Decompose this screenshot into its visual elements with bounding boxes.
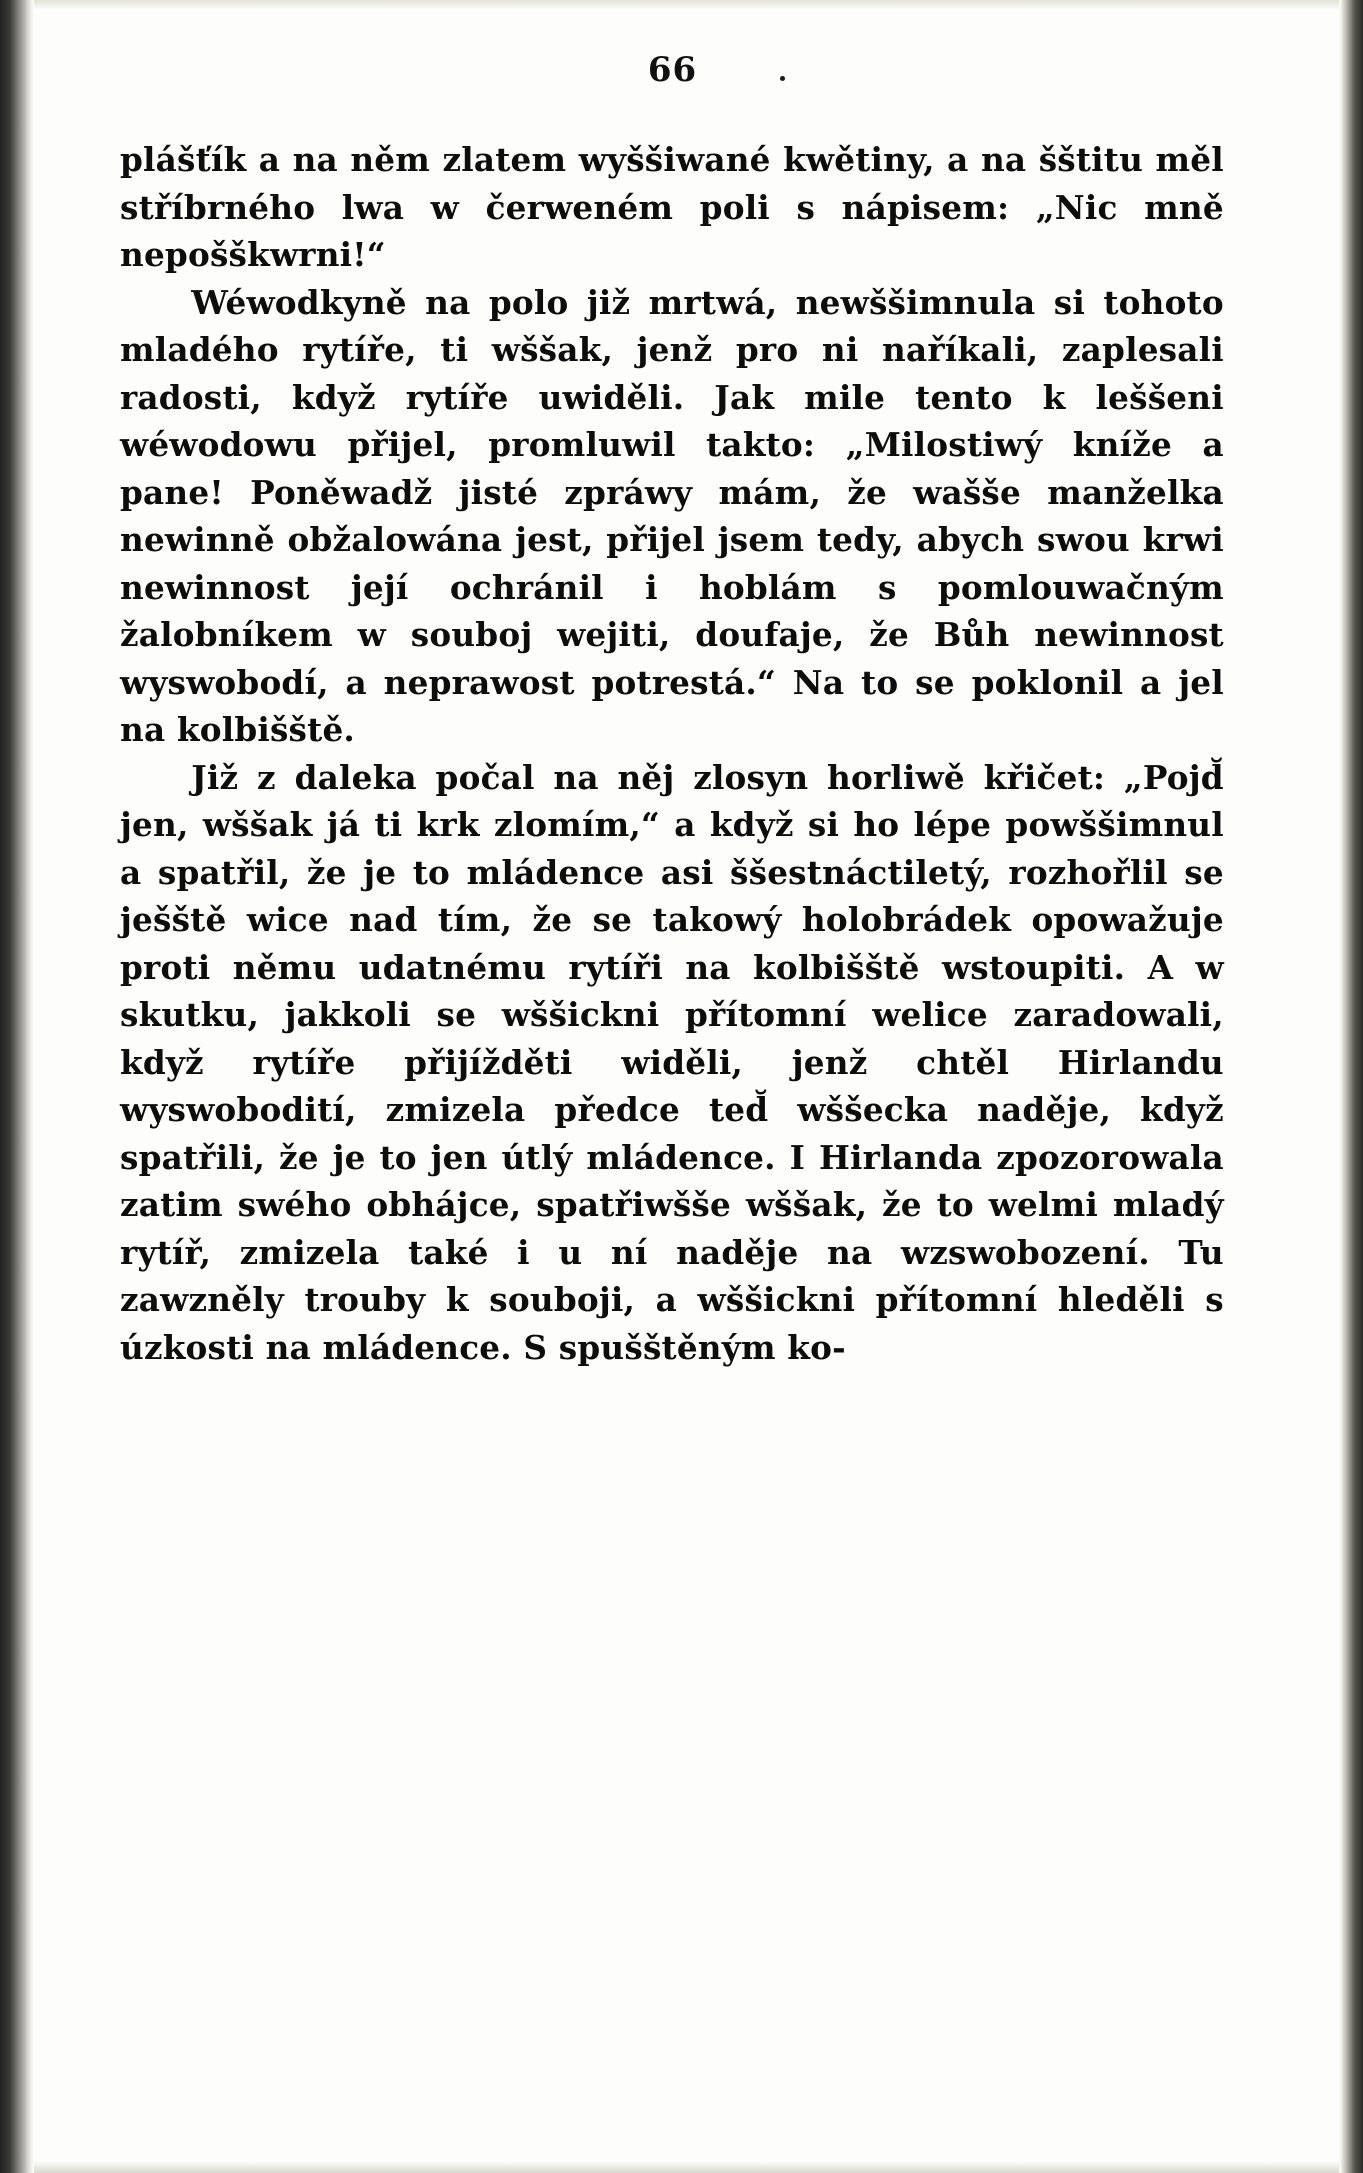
paragraph-2: Wéwodkyně na polo již mrtwá, newššimnula si tohoto mladého rytíře, ti wššak, jenž pro ni naříkali, zaplesali radosti, když rytíře uwiděli. Jak mile tento k leššeni wéwodowu přijel, promluwil takto: „Milostiwý kníže a pane! Poněwadž jisté zpráwy mám, že wašše manželka newinně obžalowána jest, přijel jsem tedy, abych swou krwi newinnost její ochránil i hoblám s pomlouwačným žalobníkem w souboj wejiti, doufaje, že Bůh newinnost wyswobodí, a neprawost potrestá.“ Na to se poklonil a jel na kolbišště.: [120, 282, 1224, 750]
body-text: [120, 136, 1224, 1371]
scan-edge-left: [0, 0, 34, 2173]
ink-speck: [780, 76, 785, 81]
page-number: 66: [647, 50, 698, 90]
paragraph-1: plášťík a na něm zlatem wyššiwané kwětiny, a na šštitu měl stříbrného lwa w čerweném poli s nápisem: „Nic mně nepošškwrni!“: [120, 140, 1224, 275]
scan-edge-bottom: [0, 2161, 1363, 2173]
paragraph-3: Již z daleka počal na něj zlosyn horliwě křičet: „Pojd̆ jen, wššak já ti krk zlomím,“ a když si ho lépe powššimnul a spatřil, že je to mládence asi ššestnáctiletý, rozhořlil se ješště wice nad tím, že se takowý holobrádek opowažuje proti němu udatnému rytíři na kolbišště wstoupiti. A w skutku, jakkoli se wššickni přítomní welice zaradowali, když rytíře přijížděti widěli, jenž chtěl Hirlandu wyswobodití, zmizela předce ted̆ wššecka naděje, když spatřili, že je to jen útlý mládence. I Hirlanda zpozorowala zatim swého obhájce, spatřiwšše wššak, že to welmi mladý rytíř, zmizela také i u ní naděje na wzswobození. Tu zawzněly trouby k souboji, a wššickni přítomní hleděli s úzkosti na mládence. S spušštěným ko-: [120, 757, 1224, 1367]
scan-edge-right: [1339, 0, 1363, 2173]
page-content: [120, 50, 1235, 2110]
scan-edge-top: [0, 0, 1363, 10]
